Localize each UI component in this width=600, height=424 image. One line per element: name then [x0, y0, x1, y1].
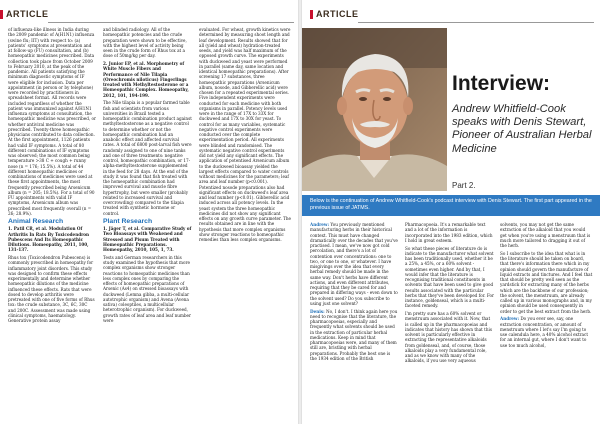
- reference-body: Tests and German researchers in this study examined the hypothesis that more complex organisms show stronger reactions to homeopathic medicines than less complex ones by comparing the effects of homeopathic preparations of Arsenic (As4) on stressed bioassays with duckweed (Lemna gibba, a multi-cellular autotrophic organism) and Avena (Avena sativa) coleoptiles, a multicellular heterotrophic organism). For duckweed, growth rates of leaf area and leaf number were: [103, 254, 191, 323]
- part-label: Part 2.: [452, 181, 476, 190]
- interview-paragraph: [310, 222, 398, 306]
- interview-paragraph: I'm pretty sure has a 60% solvent or menstruum associated with it. Now, that is called up in the pharmacopoeias and indicates that history has shown that this solvent is particularly effective in extracting the representative alkaloids from goldenseal, and, of course, those alkaloids play a very fundamental role, and as we know with many of the alkaloids, if you use very aqueous: [405, 311, 492, 364]
- interviewee-photo: [302, 28, 447, 191]
- reference-title: 1. Jäger T, et al. Comparative Study of Two Bioassays with Weakened and Stressed and Pisum Treated with Homeopathic Preparations. Homeopathy, 2010, 105, 1, 73.: [103, 226, 192, 252]
- right-page: [302, 0, 600, 424]
- reference-title: 2. Junior EP, et al. Morphometry of White Muscle Fibers and Performance of Nile Tilapia (Oreochromis niloticus) Fingerlings treated with Methyltestosterone or a Homeopathic Complex. Homeopathy, 2012, 101, 194-199.: [103, 61, 189, 98]
- body-paragraph: evaluated. For wheat, growth kinetics were determined by measuring shoot length and leaf development. Results showed that for all (yield and wheat) hydration-treated seeds, and yield was half maximum of the opposed growth curve. The experiments with duckweed and yeast were performed in parallel (same day, same location and identical homeopathic preparations). After screening 17 substances, three homeopathic preparations (Arsenicum album, nosode, and Gibberellic acid) were chosen for a repeated experimental series. Five independent experiments were conducted for each medicine with both organisms in parallel. Potency levels used were in the range of 17X to 33X for duckweed and 17X to 30X for yeast. To control for as many variables, systematic negative control experiments were conducted over the complete experimentation period. All experiments were blinded and randomised. The systematic negative control experiments did not yield any significant effects. The application of potentised Arsenicum album to the duckweed bioassay yielded the largest effects compared to water controls without medicines for the parameters; leaf area and leaf number (p<0.001). Potentized nosode preparations also had significant effects on duckweed's leaf area and leaf number (p<0.01). Gibberellic acid induced across all potency levels. In the yeast system the three homeopathic medicines did not show any significant effects on any growth curve parameter. The results obtained are in line with the hypothesis that more complex organisms show stronger reactions to homeopathic remedies than less complex organisms.: [199, 27, 291, 242]
- article-title: Interview:: [452, 72, 551, 95]
- right-column-1: [310, 222, 398, 422]
- right-column-2: [405, 222, 494, 422]
- speaker-name: Andrew:: [500, 316, 520, 322]
- section-heading-animal-research: Animal Research: [8, 218, 64, 225]
- left-column-3: [199, 27, 291, 419]
- paragraph-text: You previously mentioned manufacturing herbs in their historical context. This must have changed dramatically over the decades that you've practised. I mean, we've now got cold percolation, and there's a lot of contention over concentrations: one to two, or one to one, or whatever. I have misgivings over the idea that every herbal remedy should be made in the same way. Don't herbs have different actions, and even different attributes, requiring that they be cared for and prepared in differing ways - even down to the solvent used? Do you subscribe to using just one solvent?: [310, 222, 398, 306]
- speaker-name: Denis:: [310, 308, 325, 314]
- interview-paragraph: [500, 316, 593, 348]
- reference-body: The Nile tilapia is a popular farmed table fish and scientists from various universities in Brazil tested a homeopathic combination product against methyltestosterone as a negative control to determine whether or not the homeopathic combination had an anabolic effect and affected survival rates. A total of 6800 post-larval fish were randomly assigned to one of nine tanks and one of three treatments: negative control, homeopathic combination, or 17-alpha-methyltestosterone supplemented in the feed for 28 days. At the end of the study it was found that fish treated with the homeopathic combination had improved survival and muscle fibre hypertrophy, but were smaller (probably related to increased survival and overcrowding) compared to the tilapia treated with synthetic hormone or control.: [103, 100, 192, 216]
- paragraph-text: Do you ever see, say, one extraction concentration, or amount of menstruum where I let's say I'm going to use calendula here, a 40% alcohol extract for an internal gut, where I don't want to use too much alcohol,: [500, 316, 588, 348]
- section-heading-plant-research: Plant Research: [103, 217, 153, 225]
- paragraph-text: No, I don't. I think again here you need to recognise that the literature, the pharmacopoeias, especially and frequently what solvents should be used in the extraction of particular herbal medications. Keep in mind that pharmacopoeias were, and many of them still are, bristling with herbal preparations. Probably the best one is the 1934 edition of the British: [310, 308, 398, 361]
- left-page: [0, 0, 298, 424]
- portrait-image: [302, 28, 447, 191]
- reference-title: 1. Patil CR, et al. Modulation Of Arthritis In Rats By Toxicodendron Pubescens And Its Homeopathic Dilutions. Homeopathy, 2011, 100, 131-137.: [8, 226, 90, 253]
- left-column-2: [103, 27, 192, 419]
- article-subtitle: Andrew Whitfield-Cook speaks with Denis Stewart, Pioneer of Australian Herbal Medicine: [452, 103, 592, 155]
- body-paragraph: and blinded radiology. All of the homeopathic potencies and the crude preparation were shown to be effective, with the highest level of activity being seen in the crude form of Rhus tox at a dose of 50mg/kg per day.: [103, 27, 187, 59]
- section-tag: ARTICLE: [0, 9, 49, 19]
- section-tag: ARTICLE: [310, 9, 359, 19]
- interview-paragraph: Pharmacopoeia. It's a remarkable text and a lot of the information is incorporated into the 1983 edition, which I hold in great esteem.: [405, 222, 493, 243]
- right-column-3: [500, 222, 593, 422]
- interview-paragraph: [310, 309, 398, 362]
- interview-paragraph: So what these pieces of literature do is indicate to the manufacturer what solvent has been traditionally used, whether it be a 25%, a 45%, or a 60% solvent - sometimes even higher. And by that, I would infer that the literature is recognising traditional constituents in solvents that have been used to give good results associated with the particular herbs that they've been developed for. For instance, goldenseal, which is a multi-faceted remedy.: [405, 245, 494, 309]
- body-paragraph: of influenza-like illness in India during the 2009 pandemic of A(H1N1) influenza (swine flu; IIT) with respect to: (a) patients’ symptoms at presentation and at follow-up (FU) consultation, and (b) homeopathic medicines prescribed. Data collection took place from October 2009 to February 2010, at the peak of the pandemic. All patients satisfying the minimum diagnostic symptoms of IF were eligible for inclusion. Data per appointment (in person or by telephone) were recorded by practitioners in spreadsheet format. All records were included regardless of whether the patient was immunized against A/H1N1 influenza symptoms at consultation, the homeopathic medicine was prescribed, or whether antiviral medicine was prescribed. Twenty-three homeopathic physicians contributed to data collection. At the first appointment, 1126 patients had valid IF symptoms. A total of 80 different combinations of IF symptoms was observed; the most common being temperature >38 C + cough + runny nose (n = 176; 15.5%). A total of 44 different homeopathic medicines or combinations of medicines were used at these first appointments, the most frequently prescribed being Arsenicum album (n = 205; 18.5%). For a total of 90 FU appointments with valid IF symptoms, Arsenicum album was prescribed most frequently overall (n = 26; 28.9%).: [8, 27, 96, 216]
- interview-paragraph: solvents, you may not get the same extraction of the alkaloid that you would get when you're using a menstruum that is much more tailored to dragging it out of the herb.: [500, 222, 591, 248]
- reference-body: Rhus tox (Toxicodendron Pubescens) is commonly prescribed in homeopathy for inflammatory joint disorders. This study was designed to confirm these effects experimentally and determine whether homeopathic dilutions of the medicine influenced these effects. Rats that were dosed to develop arthritis were pretreated with one of five forms of Rhus tox: the crude substance, 3C, 6C, 30C and 200C. Assessment was made using clinical symptoms, haematology. Generative protein assay: [8, 255, 95, 323]
- speaker-name: Andrew:: [310, 222, 330, 227]
- interview-paragraph: So I subscribe to the idea that what is in the literature should be taken on board, that there's information there which in my opinion should govern the manufacture of liquid extracts and tinctures. And I feel that that should be pretty well seen as the yardstick for extracting many of the herbs which are the backbone of our profession; the solvent, the menstruum, are already called up in various monographs and, in my opinion should be used consequently in order to get the best extract from the herb.: [500, 250, 593, 314]
- left-column-1: [8, 27, 96, 419]
- header-rule: [358, 22, 594, 23]
- intro-text: Below is the continuation of Andrew Whitfield-Cook's podcast interview with Denis Stewart. The first part appeared in the previous issue of JATMS.: [310, 198, 592, 211]
- header-rule: [48, 22, 294, 23]
